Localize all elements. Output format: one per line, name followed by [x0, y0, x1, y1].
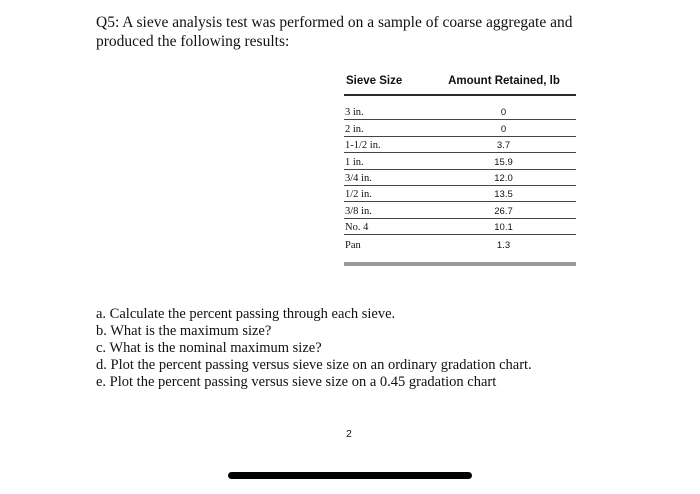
- table-row: [344, 202, 576, 218]
- table-row: [344, 235, 576, 251]
- sieve-size-cell: 3/4 in.: [345, 172, 372, 184]
- sieve-size-cell: Pan: [345, 239, 361, 251]
- question-line-1: Q5: A sieve analysis test was performed on a sample of coarse aggregate and: [96, 14, 573, 31]
- table-row: [344, 104, 576, 120]
- table-row: [344, 153, 576, 169]
- task-a: a. Calculate the percent passing through each sieve.: [96, 306, 396, 322]
- table-row: [344, 137, 576, 153]
- amount-retained-cell: 0: [500, 107, 507, 119]
- home-indicator-bar[interactable]: [228, 472, 472, 479]
- sieve-size-cell: 3/8 in.: [345, 205, 372, 217]
- table-row: [344, 219, 576, 235]
- page-number: 2: [346, 428, 352, 440]
- sieve-size-cell: 3 in.: [345, 107, 364, 119]
- amount-retained-cell: 15.9: [494, 156, 513, 168]
- question-line-2: produced the following results:: [96, 33, 290, 50]
- table-header: [344, 68, 576, 96]
- task-c: c. What is the nominal maximum size?: [96, 340, 322, 356]
- table-row: [344, 186, 576, 202]
- amount-retained-cell: 13.5: [494, 189, 513, 201]
- amount-retained-cell: 1.3: [496, 239, 511, 251]
- sieve-table: [344, 68, 576, 266]
- task-d: d. Plot the percent passing versus sieve size on an ordinary gradation chart.: [96, 357, 532, 373]
- question-text: [96, 13, 656, 51]
- sieve-size-cell: 1 in.: [345, 156, 364, 168]
- sieve-size-cell: 2 in.: [345, 123, 364, 135]
- amount-retained-cell: 0: [500, 123, 507, 135]
- amount-retained-cell: 3.7: [496, 140, 511, 152]
- table-bottom-rule: [344, 262, 576, 266]
- sieve-size-cell: No. 4: [345, 222, 369, 234]
- task-e: e. Plot the percent passing versus sieve size on a 0.45 gradation chart: [96, 374, 497, 390]
- table-body: [344, 104, 576, 252]
- table-row: [344, 120, 576, 136]
- table-row: [344, 170, 576, 186]
- sieve-size-cell: 1-1/2 in.: [345, 140, 381, 152]
- header-amount-retained: Amount Retained, lb: [448, 75, 560, 87]
- amount-retained-cell: 10.1: [494, 222, 513, 234]
- header-sieve-size: Sieve Size: [346, 75, 403, 87]
- amount-retained-cell: 12.0: [494, 172, 513, 184]
- sieve-size-cell: 1/2 in.: [345, 189, 372, 201]
- task-list: [96, 306, 532, 391]
- amount-retained-cell: 26.7: [494, 205, 513, 217]
- task-b: b. What is the maximum size?: [96, 323, 272, 339]
